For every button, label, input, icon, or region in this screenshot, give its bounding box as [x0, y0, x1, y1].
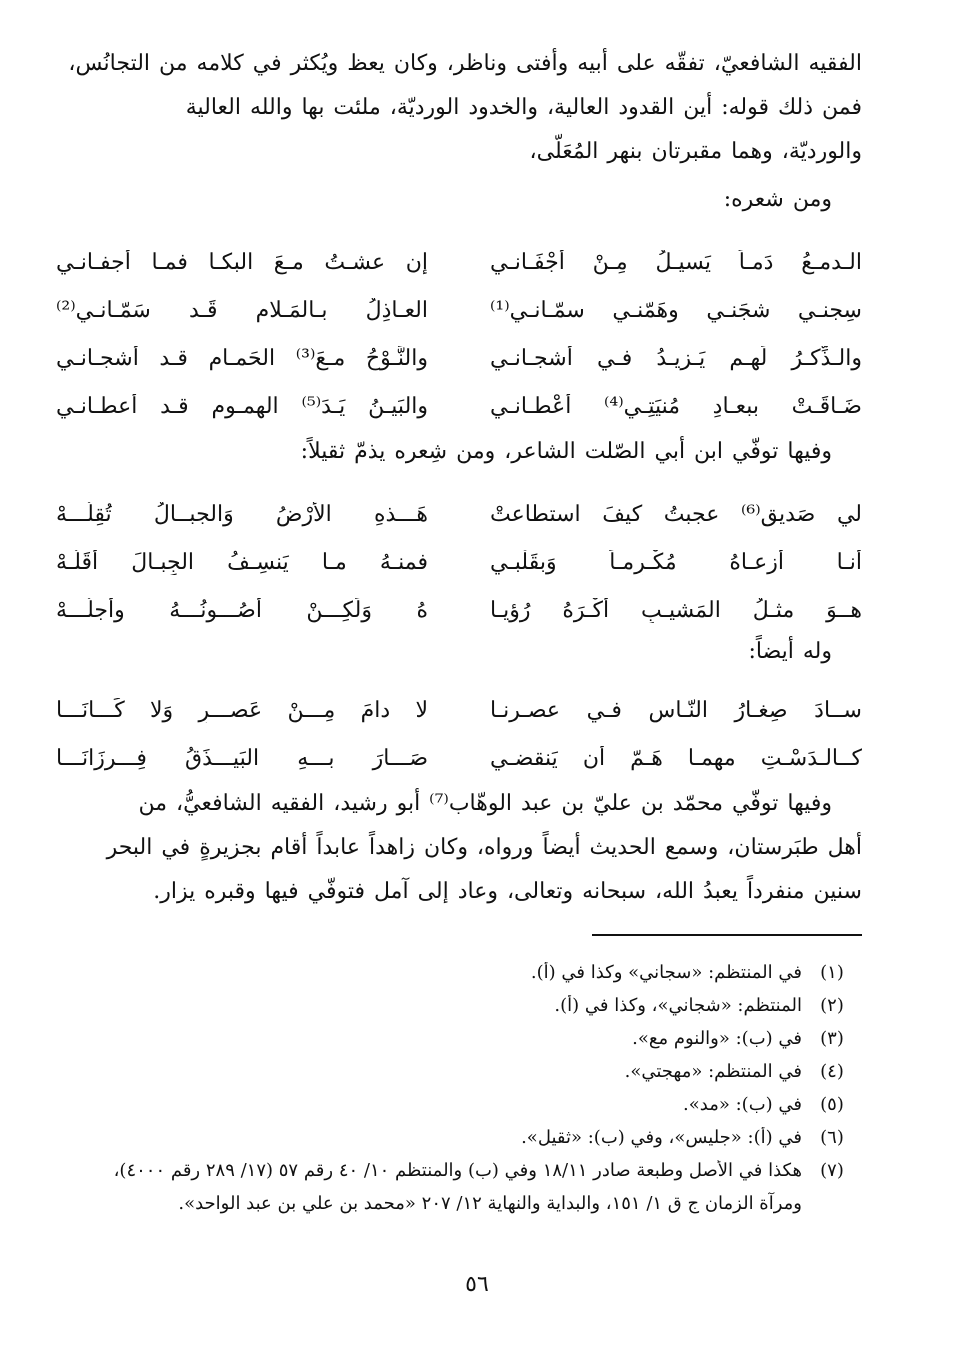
verse — [56, 334, 862, 382]
footnote-text: في (ب): «والنوم مع». — [632, 1028, 802, 1049]
hemistich-left: فمنـهُ مـا يَنسِـفُ الجِبـالَ أقَلّـهْ — [56, 549, 428, 575]
final-line-1: وفيها توفّي محمّد بن عليّ بن عبد الوهّاب⁽⁷⁾ أبو رشيد، الفقيه الشافعيُّ، من — [138, 791, 832, 816]
footnote-number: (٥) — [820, 1094, 844, 1115]
hemistich-right: ضَـاقَـتْ ببعـادِ مُنيَتِـي⁽⁴⁾ أعْطـانـي — [490, 393, 862, 419]
verse — [56, 382, 862, 430]
hemistich-left: إن عشـتُ مـعَ البكـا فمـا أجفـانـي — [56, 249, 428, 275]
final-line-3: سنين منفرداً يعبدُ الله، سبحانه وتعالى، وعاد إلى آمل فتوفّي فيها وقبره يزار. — [153, 879, 862, 904]
footnote-6 — [56, 1121, 862, 1154]
hemistich-left: هُ وَلَكِـــنْ أصُـــونُـــهُ وأُجلّـــهْ — [56, 597, 428, 623]
footnote-number: (٣) — [820, 1028, 844, 1049]
intro-paragraph — [56, 42, 862, 174]
footnote-number: (٦) — [820, 1127, 844, 1148]
page — [56, 42, 862, 1352]
footnote-2 — [56, 989, 862, 1022]
poem1-heading: ومن شعره: — [723, 187, 832, 212]
hemistich-left: والبَيـنُ يَـدَ⁽⁵⁾ الهمـومِ قـد أعطـانـي — [56, 393, 428, 419]
footnote-3 — [56, 1022, 862, 1055]
hemistich-left: صَـــارَ بـــهِ البَيـــذَقُ فِـــرزَانَـــا — [56, 745, 428, 771]
hemistich-left: لا دامَ مِـــنْ عَصـــرٍ وَلا كَـــانَـــا — [56, 697, 428, 723]
hemistich-right: كــالـدَسْـتِ مهمـا هَـمّ أن يَنقضـي — [490, 745, 862, 771]
footnote-separator — [592, 934, 862, 936]
verse — [56, 490, 862, 538]
footnote-text: في المنتظم: «سجاني» وكذا في (أ). — [530, 962, 802, 983]
footnote-number: (٧) — [820, 1160, 844, 1181]
footnote-4 — [56, 1055, 862, 1088]
footnote-7-continuation: ومرآة الزمان ج ق ١/ ١٥١، والبداية والنهاية ١٢/ ٢٠٧ «محمد بن علي بن عبد الواحد». — [178, 1193, 802, 1214]
intro-line-1: الفقيه الشافعيّ، تفقّه على أبيه وأفتى وناظر، وكان يعظ ويُكثر في كلامه من التجانُس، — [68, 51, 862, 76]
poem2-heading: وفيها توفّي ابن أبي الصّلت الشاعر، ومن شِعره يذمّ ثقيلاً: — [300, 439, 832, 464]
poem3 — [56, 686, 862, 782]
page-number: ٥٦ — [465, 1272, 489, 1297]
footnote-7 — [56, 1154, 862, 1187]
intro-line-2: فمن ذلك قوله: أين القدود العالية، والخدود الورديّة، ملئت بها والله العالية — [185, 95, 862, 120]
verse — [56, 538, 862, 586]
intro-line-3: والورديّة، وهما مقبرتان بنهر المُعَلّى، — [529, 139, 862, 164]
hemistich-left: العـاذِلُ بـالمَـلامِ قَـد سَمّـانـي⁽²⁾ — [56, 297, 428, 323]
verse — [56, 734, 862, 782]
footnote-number: (٢) — [820, 995, 844, 1016]
footnote-5 — [56, 1088, 862, 1121]
final-line-2: أهل طبَرستان، وسمع الحديث أيضاً ورواه، وكان زاهداً عابداً أقام بجزيرةٍ في البحر — [106, 835, 862, 860]
footnote-1 — [56, 956, 862, 989]
verse — [56, 686, 862, 734]
hemistich-right: ســادَ صِغـارُ النّـاسِ فـي عصـرِنـا — [490, 697, 862, 723]
poem2 — [56, 490, 862, 634]
verse — [56, 586, 862, 634]
hemistich-right: الـدمـعُ دَمـاً يَسيـلُ مِـنْ أجْفَـانـي — [490, 249, 862, 275]
footnote-text: في (أ): «جليس»، وفي (ب): «ثقيل». — [521, 1127, 802, 1148]
footnote-text: في (ب): «مد». — [683, 1094, 802, 1115]
verse — [56, 238, 862, 286]
hemistich-right: لي صَديق⁽⁶⁾ عجبتُ كيفَ استطاعتْ — [490, 501, 862, 527]
hemistich-right: هــوَ مثـلُ المَشيـبِ أكْـرَهُ رُؤيـا — [490, 597, 862, 623]
final-paragraph — [56, 782, 862, 914]
footnote-text: المنتظم: «شجاني»، وكذا في (أ). — [554, 995, 802, 1016]
hemistich-right: سِجنـي شجَنـي وهَمّنـي سمّـانـي⁽¹⁾ — [490, 297, 862, 323]
verse — [56, 286, 862, 334]
hemistich-left: هَـــذهِ الأرْضُ وَالجبــالُ تُقِلّـــهْ — [56, 501, 428, 527]
footnote-number: (١) — [820, 962, 844, 983]
hemistich-left: والنَّـوْحُ مـعَ⁽³⁾ الحَمـامِ قـد أشجـانـي — [56, 345, 428, 371]
hemistich-right: أنـا أزعـاهُ مُكْـرِمـاً وَبقَلْبـي — [490, 549, 862, 575]
poem1 — [56, 238, 862, 430]
footnotes — [56, 956, 862, 1220]
poem3-heading: وله أيضاً: — [748, 639, 832, 664]
footnote-text: في المنتظم: «مهجتي». — [624, 1061, 802, 1082]
footnote-number: (٤) — [820, 1061, 844, 1082]
footnote-text: هكذا في الأصل وطبعة صادر ١٨/١١ وفي (ب) والمنتظم ١٠/ ٤٠ رقم ٥٧ (١٧/ ٢٨٩ رقم ٤٠٠٠)، — [113, 1160, 802, 1181]
hemistich-right: والـذِّكـرُ لَهـم يَـزيـدُ فـي أشجـانـي — [490, 345, 862, 371]
